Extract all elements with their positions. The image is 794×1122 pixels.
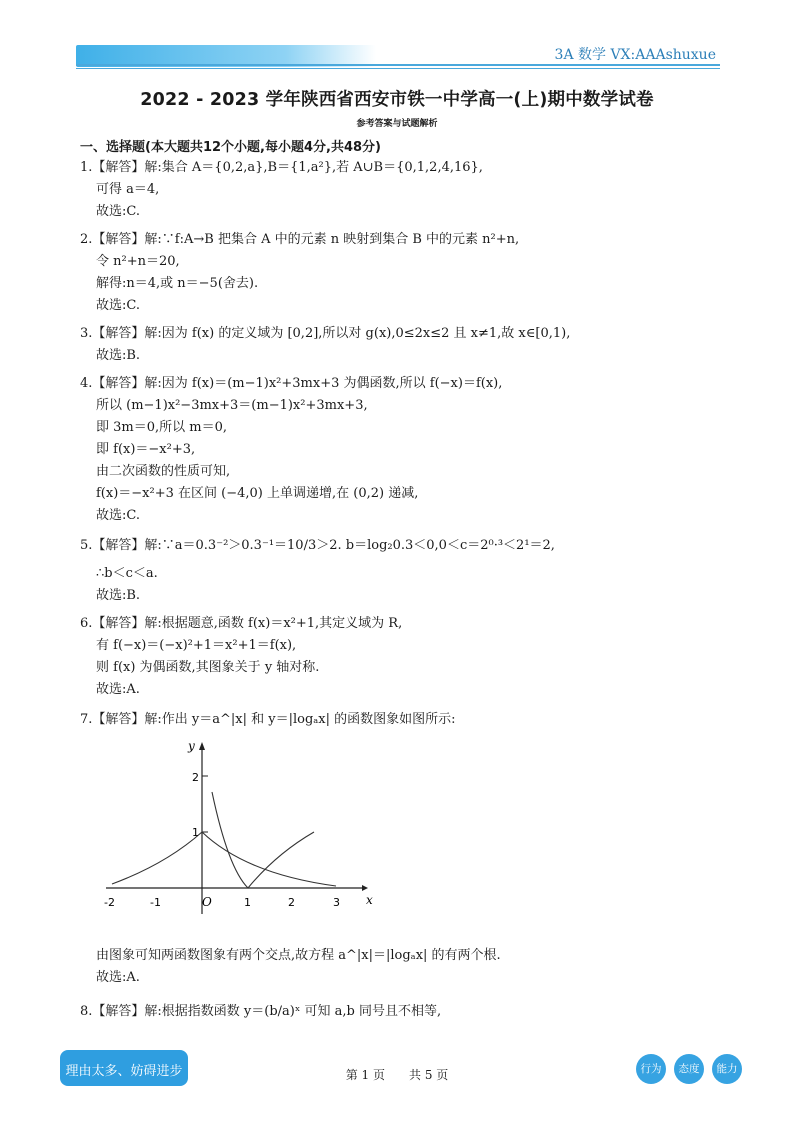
answer-line: 故选:A. [96,682,140,697]
answer-line: ∴b＜c＜a. [96,566,158,581]
answer-line: 由二次函数的性质可知, [96,464,231,479]
x-tick-label: 1 [244,896,251,909]
page-number: 第 1 页 共 5 页 [345,1068,449,1082]
answer-line: 即 3m＝0,所以 m＝0, [96,420,227,435]
answer-line: 故选:B. [96,348,141,363]
header-rule [76,64,720,66]
y-axis-arrow [199,742,205,750]
footer-slogan-text: 理由太多、妨碍进步 [65,1064,183,1079]
x-tick-label: -1 [150,896,161,909]
page-subtitle: 参考答案与试题解析 [356,119,438,129]
answer-line: 4.【解答】解:因为 f(x)＝(m−1)x²+3mx+3 为偶函数,所以 f(−x)＝f(x), [80,376,503,391]
answer-line: 1.【解答】解:集合 A＝{0,2,a},B＝{1,a²},若 A∪B＝{0,1,2,4,16}, [80,160,483,175]
answer-line: 所以 (m−1)x²−3mx+3＝(m−1)x²+3mx+3, [96,398,368,413]
y-tick-label: 2 [192,771,199,784]
answer-line: 则 f(x) 为偶函数,其图象关于 y 轴对称. [96,660,320,675]
log-abs-curve [212,792,314,888]
header-brand: 3A 数学 VX:AAAshuxue [554,47,716,63]
function-graph [96,736,376,916]
answer-line: 由图象可知两函数图象有两个交点,故方程 a^|x|＝|logₐx| 的有两个根. [96,948,501,963]
answer-line: 8.【解答】解:根据指数函数 y＝(b/a)ˣ 可知 a,b 同号且不相等, [80,1004,442,1019]
y-axis-label: y [188,739,195,753]
header-rule-thin [76,68,720,69]
answer-line: 故选:C. [96,204,140,219]
answer-line: 3.【解答】解:因为 f(x) 的定义域为 [0,2],所以对 g(x),0≤2x≤2 且 x≠1,故 x∈[0,1), [80,326,571,341]
answer-line: 有 f(−x)＝(−x)²+1＝x²+1＝f(x), [96,638,297,653]
answer-line: 6.【解答】解:根据题意,函数 f(x)＝x²+1,其定义域为 R, [80,616,403,631]
answer-line: 故选:C. [96,298,140,313]
answer-line: 7.【解答】解:作出 y＝a^|x| 和 y＝|logₐx| 的函数图象如图所示: [80,712,456,727]
page-title: 2022 - 2023 学年陕西省西安市铁一中学高一(上)期中数学试卷 [140,90,654,110]
origin-label: O [202,895,212,909]
x-axis-label: x [366,893,373,907]
answer-line: 故选:C. [96,508,140,523]
answer-line: 2.【解答】解:∵f:A→B 把集合 A 中的元素 n 映射到集合 B 中的元素 n²+n, [80,232,520,247]
answer-line: 即 f(x)＝−x²+3, [96,442,196,457]
answer-line: 解得:n＝4,或 n＝−5(舍去). [96,276,259,291]
x-tick-label: -2 [104,896,115,909]
x-axis-arrow [362,885,368,891]
answer-line: f(x)＝−x²+3 在区间 (−4,0) 上单调递增,在 (0,2) 递减, [96,486,419,501]
x-tick-label: 2 [288,896,295,909]
footer-badge-attitude: 态度 [674,1054,704,1084]
section-heading: 一、选择题(本大题共12个小题,每小题4分,共48分) [80,140,381,155]
x-tick-label: 3 [333,896,340,909]
y-tick-label: 1 [192,826,199,839]
answer-line: 故选:B. [96,588,141,603]
answer-line: 5.【解答】解:∵a＝0.3⁻²＞0.3⁻¹＝10/3＞2. b＝log₂0.3＜0,0＜c＝2⁰·³＜2¹＝2, [80,538,555,553]
answer-line: 可得 a＝4, [96,182,160,197]
answer-line: 故选:A. [96,970,140,985]
footer-badge-ability: 能力 [712,1054,742,1084]
answer-line: 令 n²+n＝20, [96,254,180,269]
footer-badge-behavior: 行为 [636,1054,666,1084]
